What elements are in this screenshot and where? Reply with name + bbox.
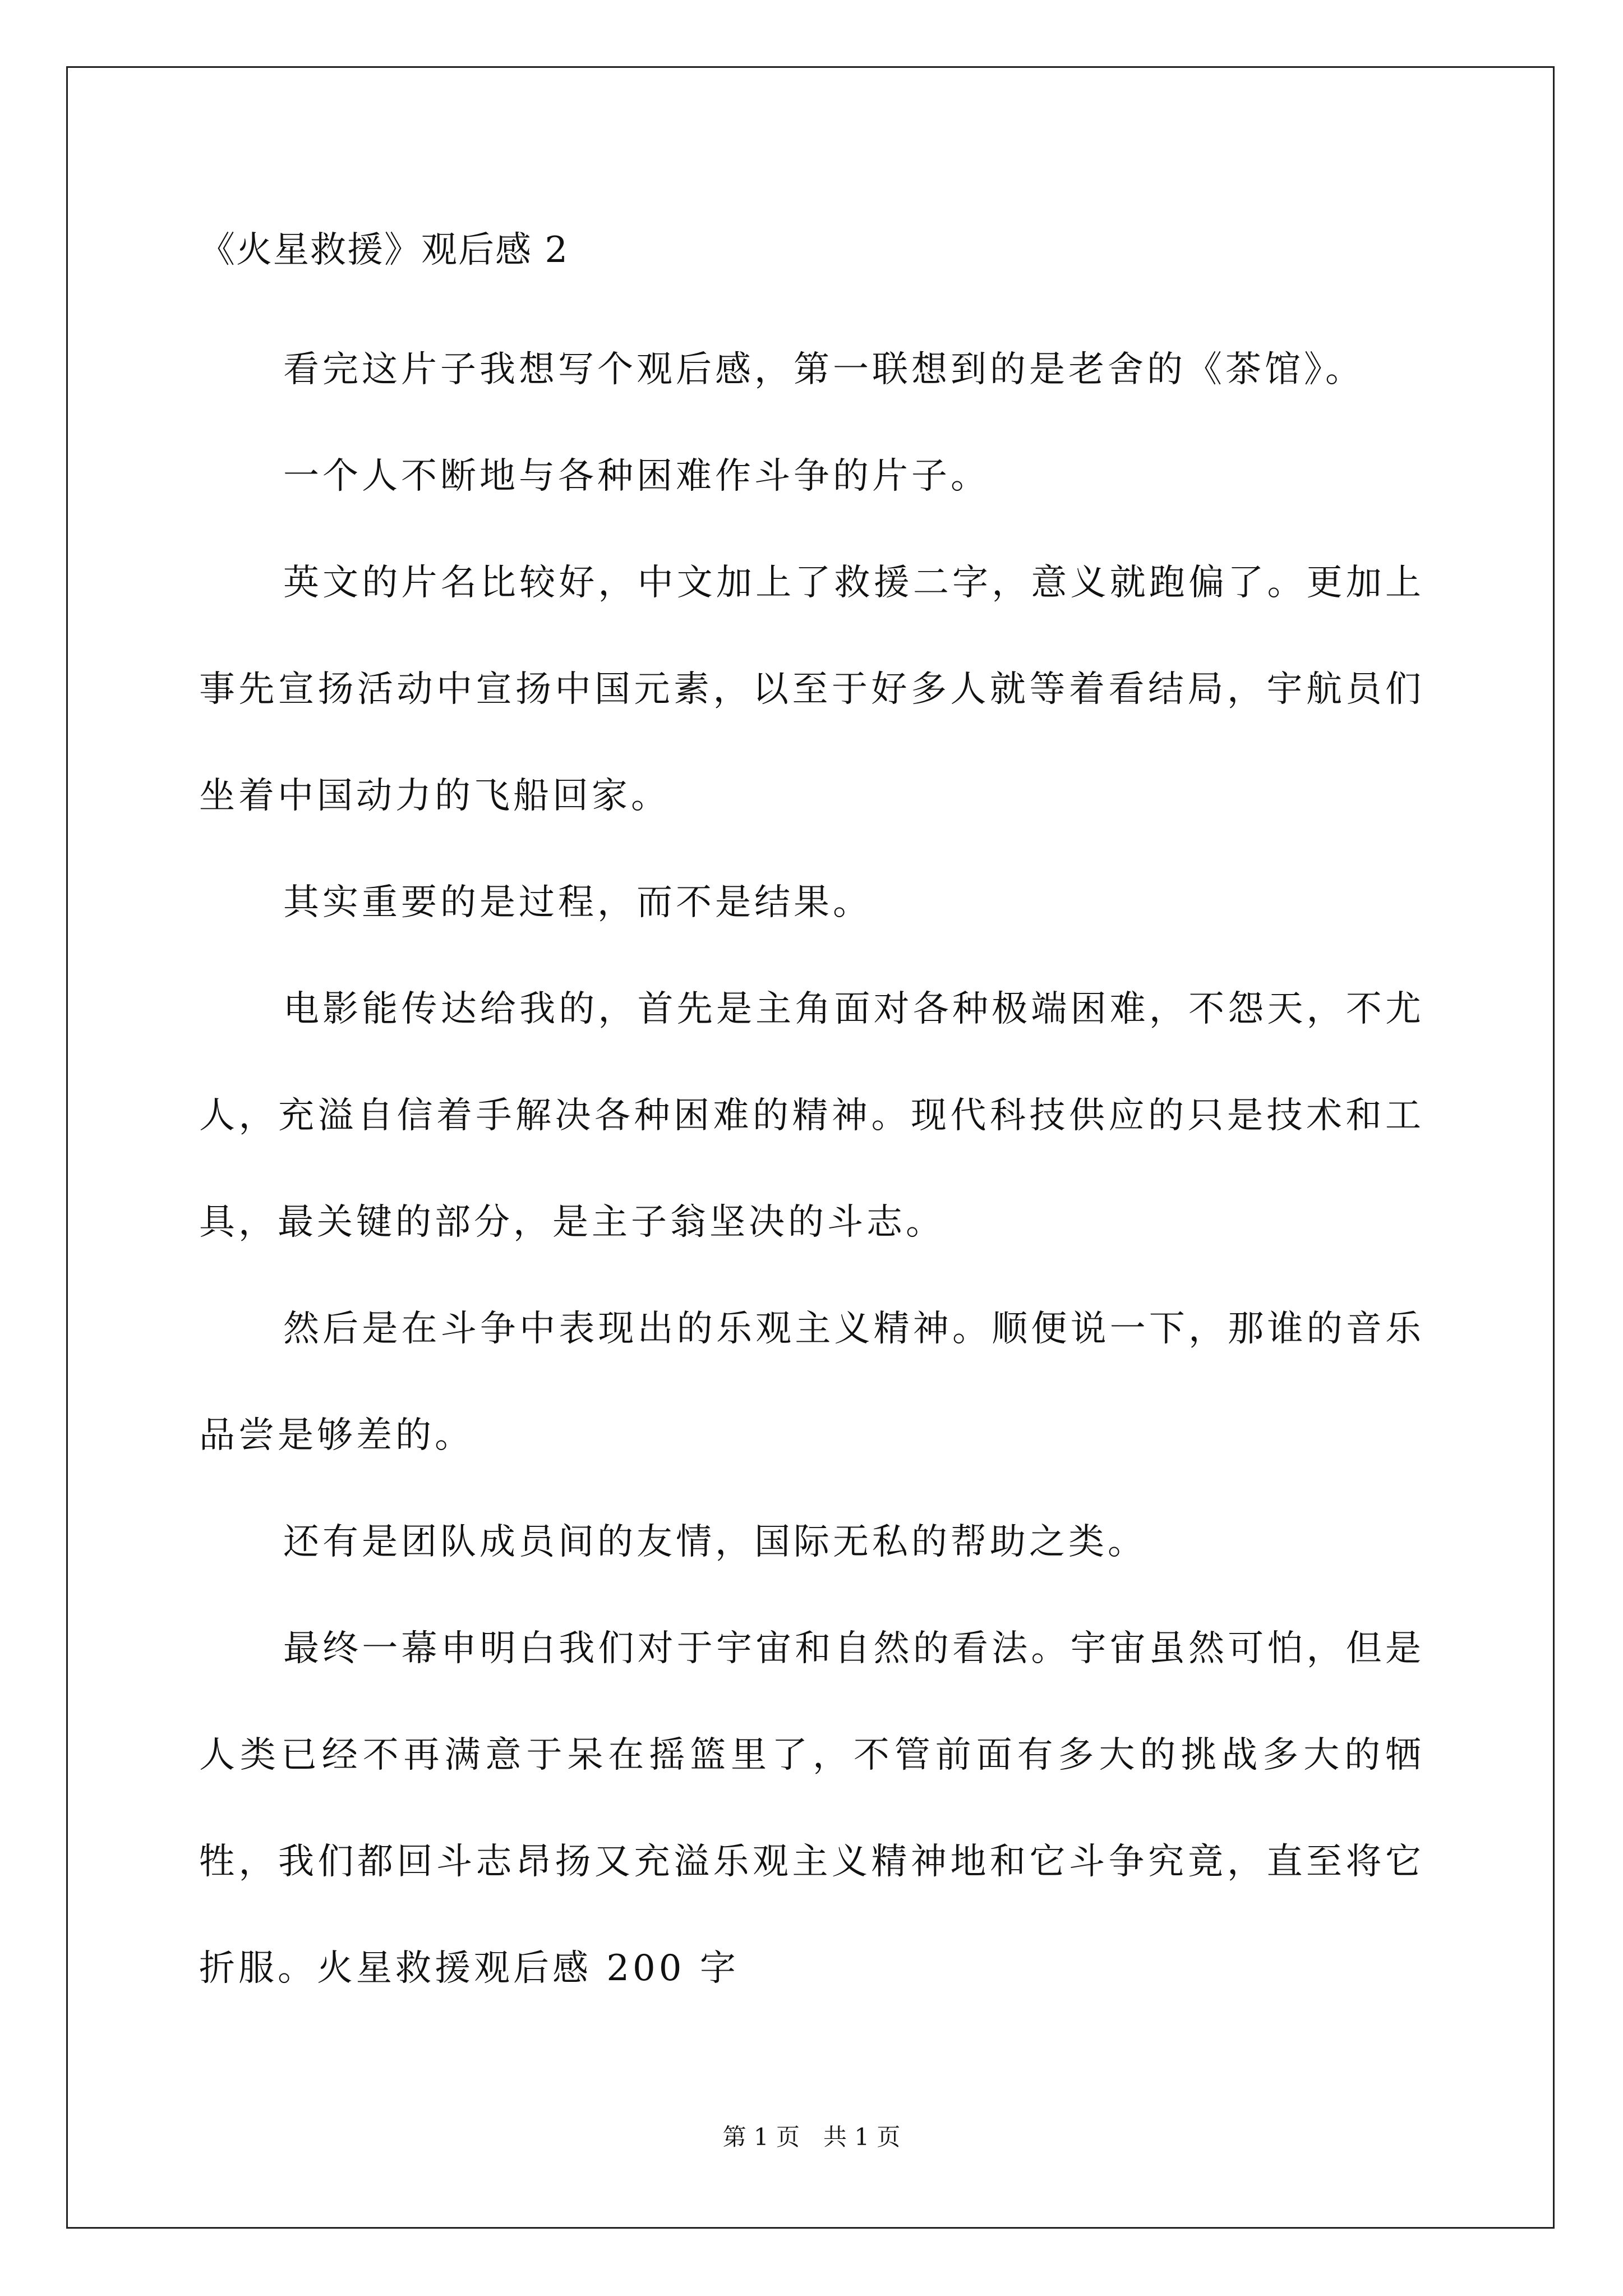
paragraph: 然后是在斗争中表现出的乐观主义精神。顺便说一下，那谁的音乐品尝是够差的。 xyxy=(199,1308,1424,1456)
paragraph: 电影能传达给我的，首先是主角面对各种极端困难，不怨天，不尤人，充溢自信着手解决各种困难的精神。现代科技供应的只是技术和工具，最关键的部分，是主子翁坚决的斗志。 xyxy=(199,988,1424,1243)
paragraph: 看完这片子我想写个观后感，第一联想到的是老舍的《茶馆》。 xyxy=(283,349,1364,390)
paragraph: 最终一幕申明白我们对于宇宙和自然的看法。宇宙虽然可怕，但是人类已经不再满意于呆在摇篮里了，不管前面有多大的挑战多大的牺牲，我们都回斗志昂扬又充溢乐观主义精神地和它斗争究竟，直至将它折服。火星救援观后感 200 字 xyxy=(199,1628,1424,1989)
paragraph: 其实重要的是过程，而不是结果。 xyxy=(283,882,872,923)
paragraph: 英文的片名比较好，中文加上了救援二字，意义就跑偏了。更加上事先宣扬活动中宣扬中国元素，以至于好多人就等着看结局，宇航员们坐着中国动力的飞船回家。 xyxy=(199,562,1424,817)
document-body xyxy=(199,223,1424,2022)
paragraph: 还有是团队成员间的友情，国际无私的帮助之类。 xyxy=(283,1521,1147,1563)
paragraph: 一个人不断地与各种困难作斗争的片子。 xyxy=(283,455,990,497)
page-number: 第 1 页 共 1 页 xyxy=(722,2123,901,2151)
document-title: 《火星救援》观后感 2 xyxy=(199,229,569,271)
